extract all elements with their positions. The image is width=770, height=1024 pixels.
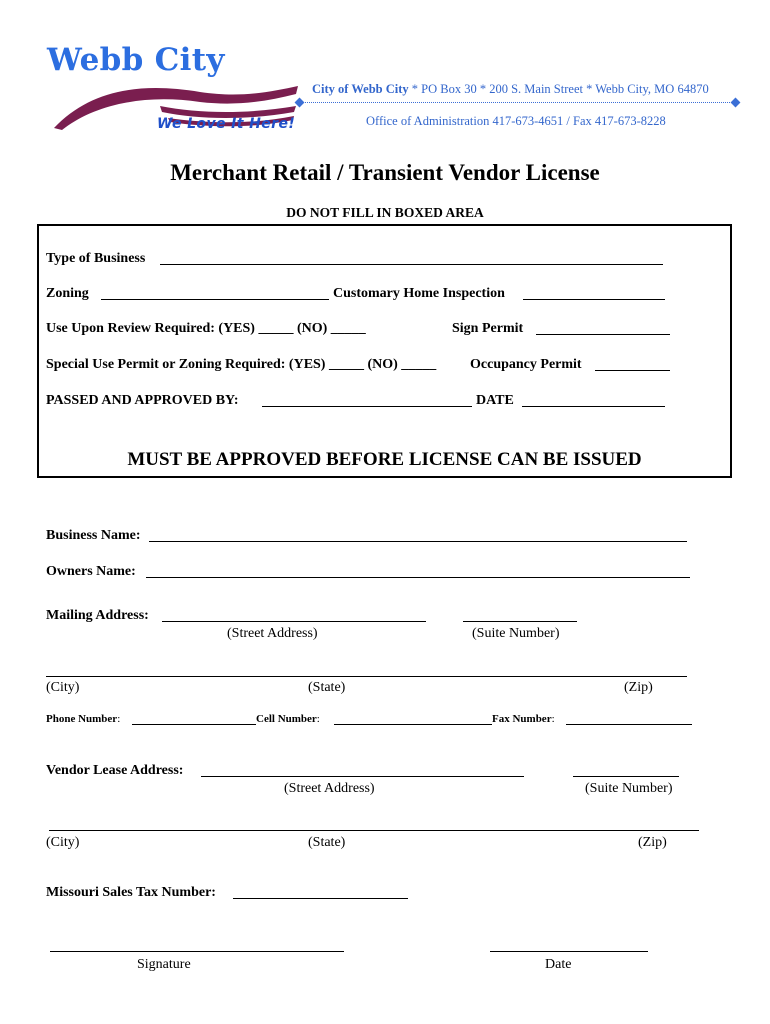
vendor-city-caption: (City): [46, 835, 80, 850]
occupancy-permit-label: Occupancy Permit: [470, 357, 582, 372]
signature-date-caption: Date: [545, 957, 572, 972]
cell-number-field[interactable]: [334, 724, 492, 725]
vendor-suite-caption: (Suite Number): [585, 781, 673, 796]
cell-number-label: [256, 713, 320, 725]
occupancy-permit-field[interactable]: [595, 370, 670, 371]
owners-name-label: Owners Name:: [46, 564, 136, 579]
vendor-street-field[interactable]: [201, 776, 524, 777]
header-address-line: [312, 82, 709, 97]
phone-number-field[interactable]: [132, 724, 256, 725]
diamond-bullet-icon: [731, 98, 741, 108]
office-contact: Office of Administration 417-673-4651 / Fax 417-673-8228: [366, 114, 666, 128]
city-caption: (City): [46, 680, 80, 695]
fax-number-label: [492, 713, 555, 725]
phone-number-label: [46, 713, 120, 725]
sales-tax-label: Missouri Sales Tax Number:: [46, 885, 216, 900]
boxed-area-note: DO NOT FILL IN BOXED AREA: [286, 205, 484, 220]
approval-warning: MUST BE APPROVED BEFORE LICENSE CAN BE ISSUED: [127, 449, 642, 470]
vendor-street-caption: (Street Address): [284, 781, 375, 796]
cell-number-text: Cell Number: [256, 713, 317, 725]
city-name: City of Webb City: [312, 82, 409, 96]
zip-caption: (Zip): [624, 680, 653, 695]
vendor-zip-caption: (Zip): [638, 835, 667, 850]
logo-title: Webb City: [47, 42, 225, 78]
logo-slogan: We Love It Here!: [157, 116, 296, 132]
business-name-label: Business Name:: [46, 528, 141, 543]
business-name-field[interactable]: [149, 541, 687, 542]
owners-name-field[interactable]: [146, 577, 690, 578]
vendor-city-state-zip-field[interactable]: [49, 830, 699, 831]
vendor-suite-field[interactable]: [573, 776, 679, 777]
approval-date-field[interactable]: [522, 406, 665, 407]
customary-home-inspection-field[interactable]: [523, 299, 665, 300]
mailing-address-text: * PO Box 30 * 200 S. Main Street * Webb City, MO 64870: [408, 82, 709, 96]
cell-number-colon: :: [316, 713, 320, 725]
approval-date-label: DATE: [476, 393, 514, 408]
fax-number-text: Fax Number: [492, 713, 552, 725]
mailing-suite-field[interactable]: [463, 621, 577, 622]
vendor-state-caption: (State): [308, 835, 346, 850]
special-use-permit-label: Special Use Permit or Zoning Required: (YES) _____ (NO) _____: [46, 357, 437, 372]
mailing-address-label: Mailing Address:: [46, 608, 149, 623]
passed-approved-field[interactable]: [262, 406, 472, 407]
customary-home-inspection-label: Customary Home Inspection: [333, 286, 505, 301]
sales-tax-field[interactable]: [233, 898, 408, 899]
suite-number-caption: (Suite Number): [472, 626, 560, 641]
zoning-label: Zoning: [46, 286, 89, 301]
page-title: Merchant Retail / Transient Vendor License: [170, 160, 600, 185]
mailing-street-field[interactable]: [162, 621, 426, 622]
zoning-field[interactable]: [101, 299, 329, 300]
header-divider: [300, 102, 736, 103]
sign-permit-label: Sign Permit: [452, 321, 524, 336]
signature-caption: Signature: [137, 957, 191, 972]
vendor-lease-address-label: Vendor Lease Address:: [46, 763, 184, 778]
type-of-business-field[interactable]: [160, 264, 663, 265]
signature-date-field[interactable]: [490, 951, 648, 952]
state-caption: (State): [308, 680, 346, 695]
sign-permit-field[interactable]: [536, 334, 670, 335]
phone-number-text: Phone Number: [46, 713, 118, 725]
passed-approved-label: PASSED AND APPROVED BY:: [46, 393, 239, 408]
street-address-caption: (Street Address): [227, 626, 318, 641]
signature-field[interactable]: [50, 951, 344, 952]
fax-number-field[interactable]: [566, 724, 692, 725]
use-upon-review-label: Use Upon Review Required: (YES) _____ (NO) _____: [46, 321, 366, 336]
mailing-city-state-zip-field[interactable]: [46, 676, 687, 677]
fax-number-colon: :: [551, 713, 555, 725]
type-of-business-label: Type of Business: [46, 251, 146, 266]
phone-number-colon: :: [117, 713, 121, 725]
